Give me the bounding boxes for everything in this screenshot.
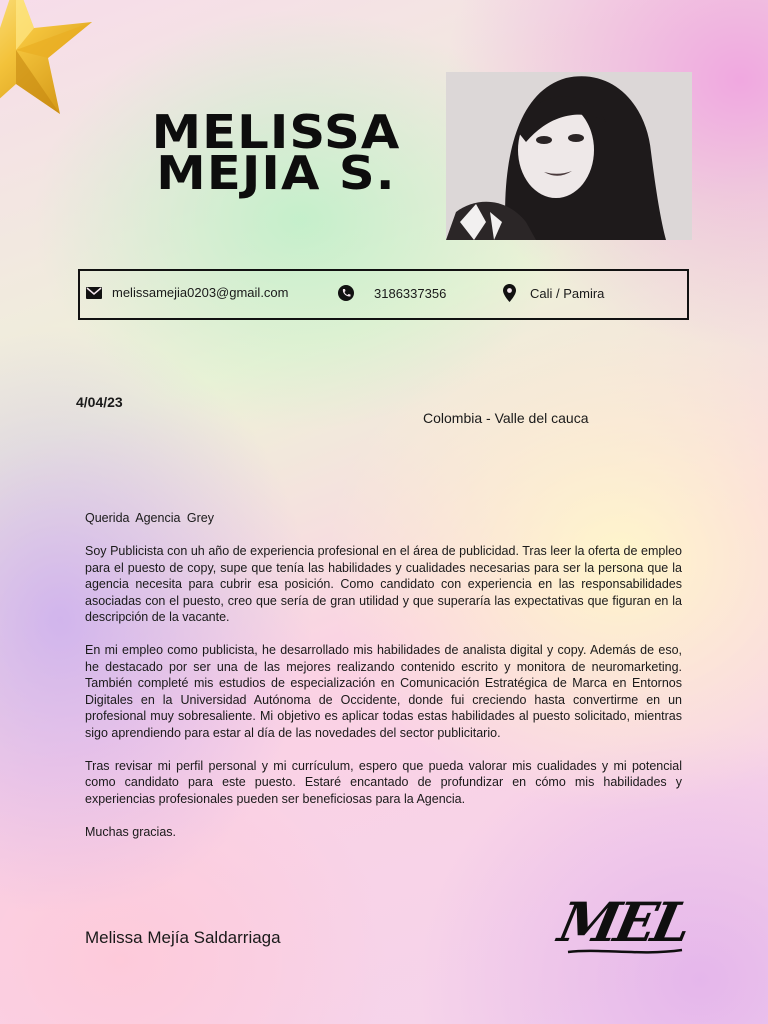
letter-paragraph: En mi empleo como publicista, he desarrollado mis habilidades de analista digital y copy. Además de eso, he destacado por ser una de las mejores realizando contenido escrito y monitora de neuromarketing. También completé mis estudios de especialización en Comunicación Estratégica de Marca en Entornos Digitales en la Universidad Autónoma de Occidente, donde fui creciendo hasta convertirme en un profesional muy sobresaliente. Mi objetivo es aplicar todas estas habilidades al puesto solicitado, mientras sigo aprendiendo para estar al día de las novedades del sector publicitario. bbox=[85, 643, 682, 740]
star-icon bbox=[0, 0, 96, 130]
letter-paragraph: Soy Publicista con uh año de experiencia profesional en el área de publicidad. Tras leer la oferta de empleo para el puesto de copy, supe que tenía las habilidades y cualidades necesarias para ser la persona que la agencia necesita para cubrir esa posición. Como candidato con experiencia en las responsabilidades asociadas con el puesto, creo que sería de gran utilidad y que superaría las expectativas que figuran en la descripción de la vacante. bbox=[85, 544, 682, 624]
letter-location: Colombia - Valle del cauca bbox=[423, 410, 589, 426]
contact-bar bbox=[78, 269, 689, 320]
map-pin-icon bbox=[503, 284, 516, 302]
phone-icon bbox=[338, 285, 354, 301]
envelope-icon bbox=[86, 287, 102, 299]
name-first: MELISSA bbox=[151, 105, 401, 159]
city-text: Cali / Pamira bbox=[530, 285, 605, 301]
profile-photo bbox=[446, 72, 692, 240]
signature-underline bbox=[560, 890, 690, 970]
applicant-name bbox=[116, 105, 436, 200]
signer-name: Melissa Mejía Saldarriaga bbox=[85, 928, 281, 947]
letter-body bbox=[85, 510, 682, 857]
name-last: MEJIA S. bbox=[156, 146, 396, 200]
letter-closing: Muchas gracias. bbox=[85, 824, 177, 839]
signature bbox=[553, 890, 694, 970]
email-text[interactable]: melissamejia0203@gmail.com bbox=[112, 285, 289, 300]
letter-paragraph: Tras revisar mi perfil personal y mi currículum, espero que pueda valorar mis cualidades y mi potencial como candidato para este puesto. Estaré encantado de profundizar en cómo mis habilidades y experiencias profesionales pueden ser beneficiosas para la Agencia. bbox=[85, 758, 682, 806]
contact-phone bbox=[338, 285, 446, 301]
contact-email bbox=[86, 285, 288, 300]
letter-greeting: Querida Agencia Grey bbox=[85, 511, 214, 525]
signature-text: MEL bbox=[553, 890, 694, 954]
phone-text[interactable]: 3186337356 bbox=[374, 285, 447, 301]
contact-city bbox=[503, 284, 604, 302]
letter-date: 4/04/23 bbox=[76, 394, 123, 410]
